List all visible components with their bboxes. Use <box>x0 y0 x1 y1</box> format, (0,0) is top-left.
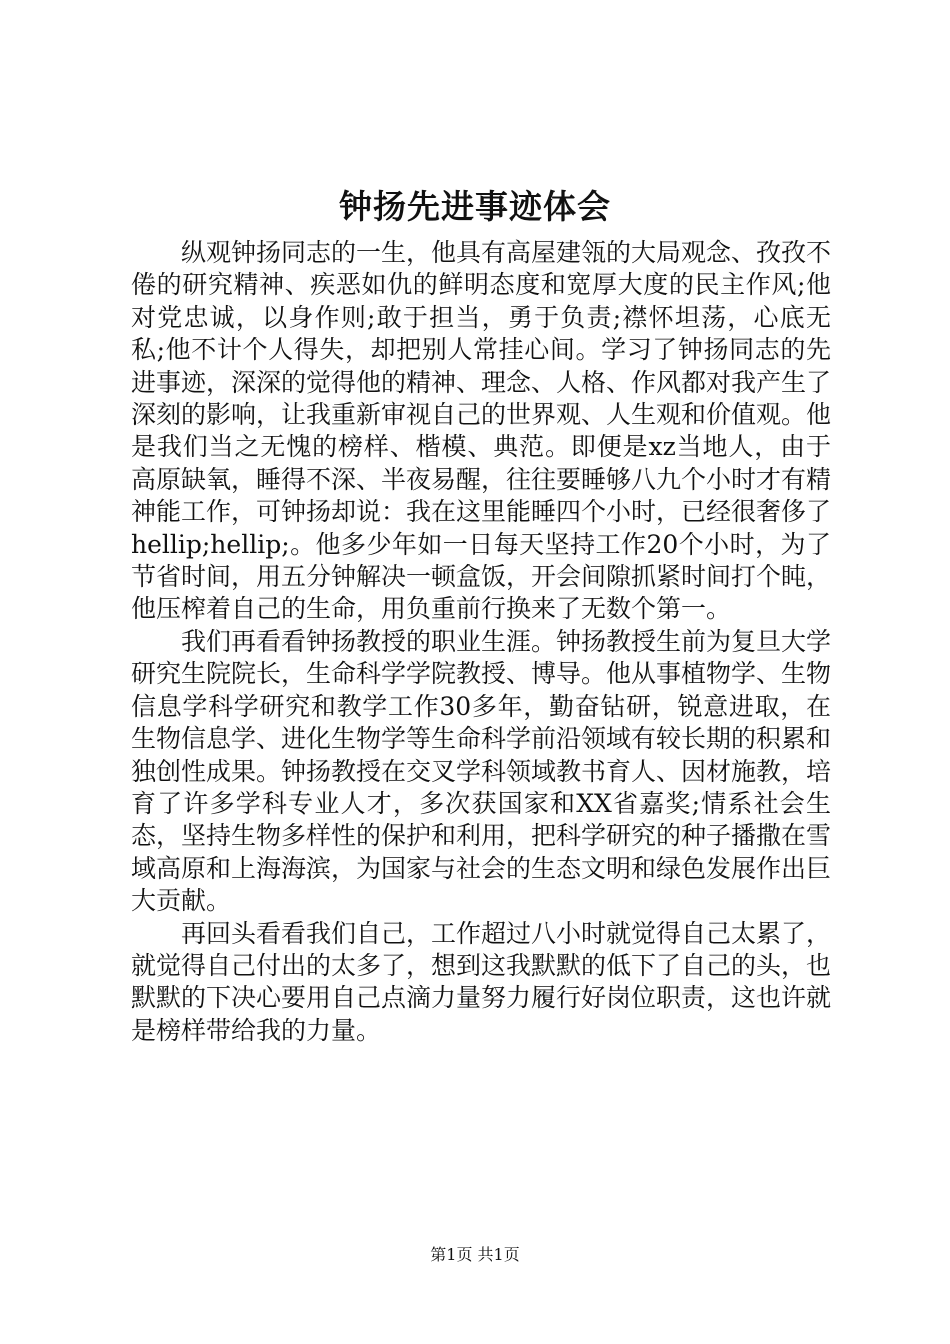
paragraph-3: 再回头看看我们自己，工作超过八小时就觉得自己太累了，就觉得自己付出的太多了，想到这我默默的低下了自己的头，也默默的下决心要用自己点滴力量努力履行好岗位职责，这也许就是榜样带给我的力量。 <box>131 918 832 1045</box>
document-title: 钟扬先进事迹体会 <box>339 187 611 226</box>
paragraph-2: 我们再看看钟扬教授的职业生涯。钟扬教授生前为复旦大学研究生院院长，生命科学学院教授、博导。他从事植物学、生物信息学科学研究和教学工作30多年，勤奋钻研，锐意进取，在生物信息学、进化生物学等生命科学前沿领域有较长期的积累和独创性成果。钟扬教授在交叉学科领域教书育人、因材施教，培育了许多学科专业人才，多次获国家和XX省嘉奖;情系社会生态，坚持生物多样性的保护和利用，把科学研究的种子播撒在雪域高原和上海海滨，为国家与社会的生态文明和绿色发展作出巨大贡献。 <box>131 626 832 916</box>
paragraph-1: 纵观钟扬同志的一生，他具有高屋建瓴的大局观念、孜孜不倦的研究精神、疾恶如仇的鲜明态度和宽厚大度的民主作风;他对党忠诚，以身作则;敢于担当，勇于负责;襟怀坦荡，心底无私;他不计个人得失，却把别人常挂心间。学习了钟扬同志的先进事迹，深深的觉得他的精神、理念、人格、作风都对我产生了深刻的影响，让我重新审视自己的世界观、人生观和价值观。他是我们当之无愧的榜样、楷模、典范。即便是xz当地人，由于高原缺氧，睡得不深、半夜易醒，往往要睡够八九个小时才有精神能工作，可钟扬却说：我在这里能睡四个小时，已经很奢侈了hellip;hellip;。他多少年如一日每天坚持工作20个小时，为了节省时间，用五分钟解决一顿盒饭，开会间隙抓紧时间打个盹，他压榨着自己的生命，用负重前行换来了无数个第一。 <box>131 238 832 624</box>
page-number-footer: 第1页 共1页 <box>430 1245 520 1264</box>
document-body <box>131 237 831 1047</box>
